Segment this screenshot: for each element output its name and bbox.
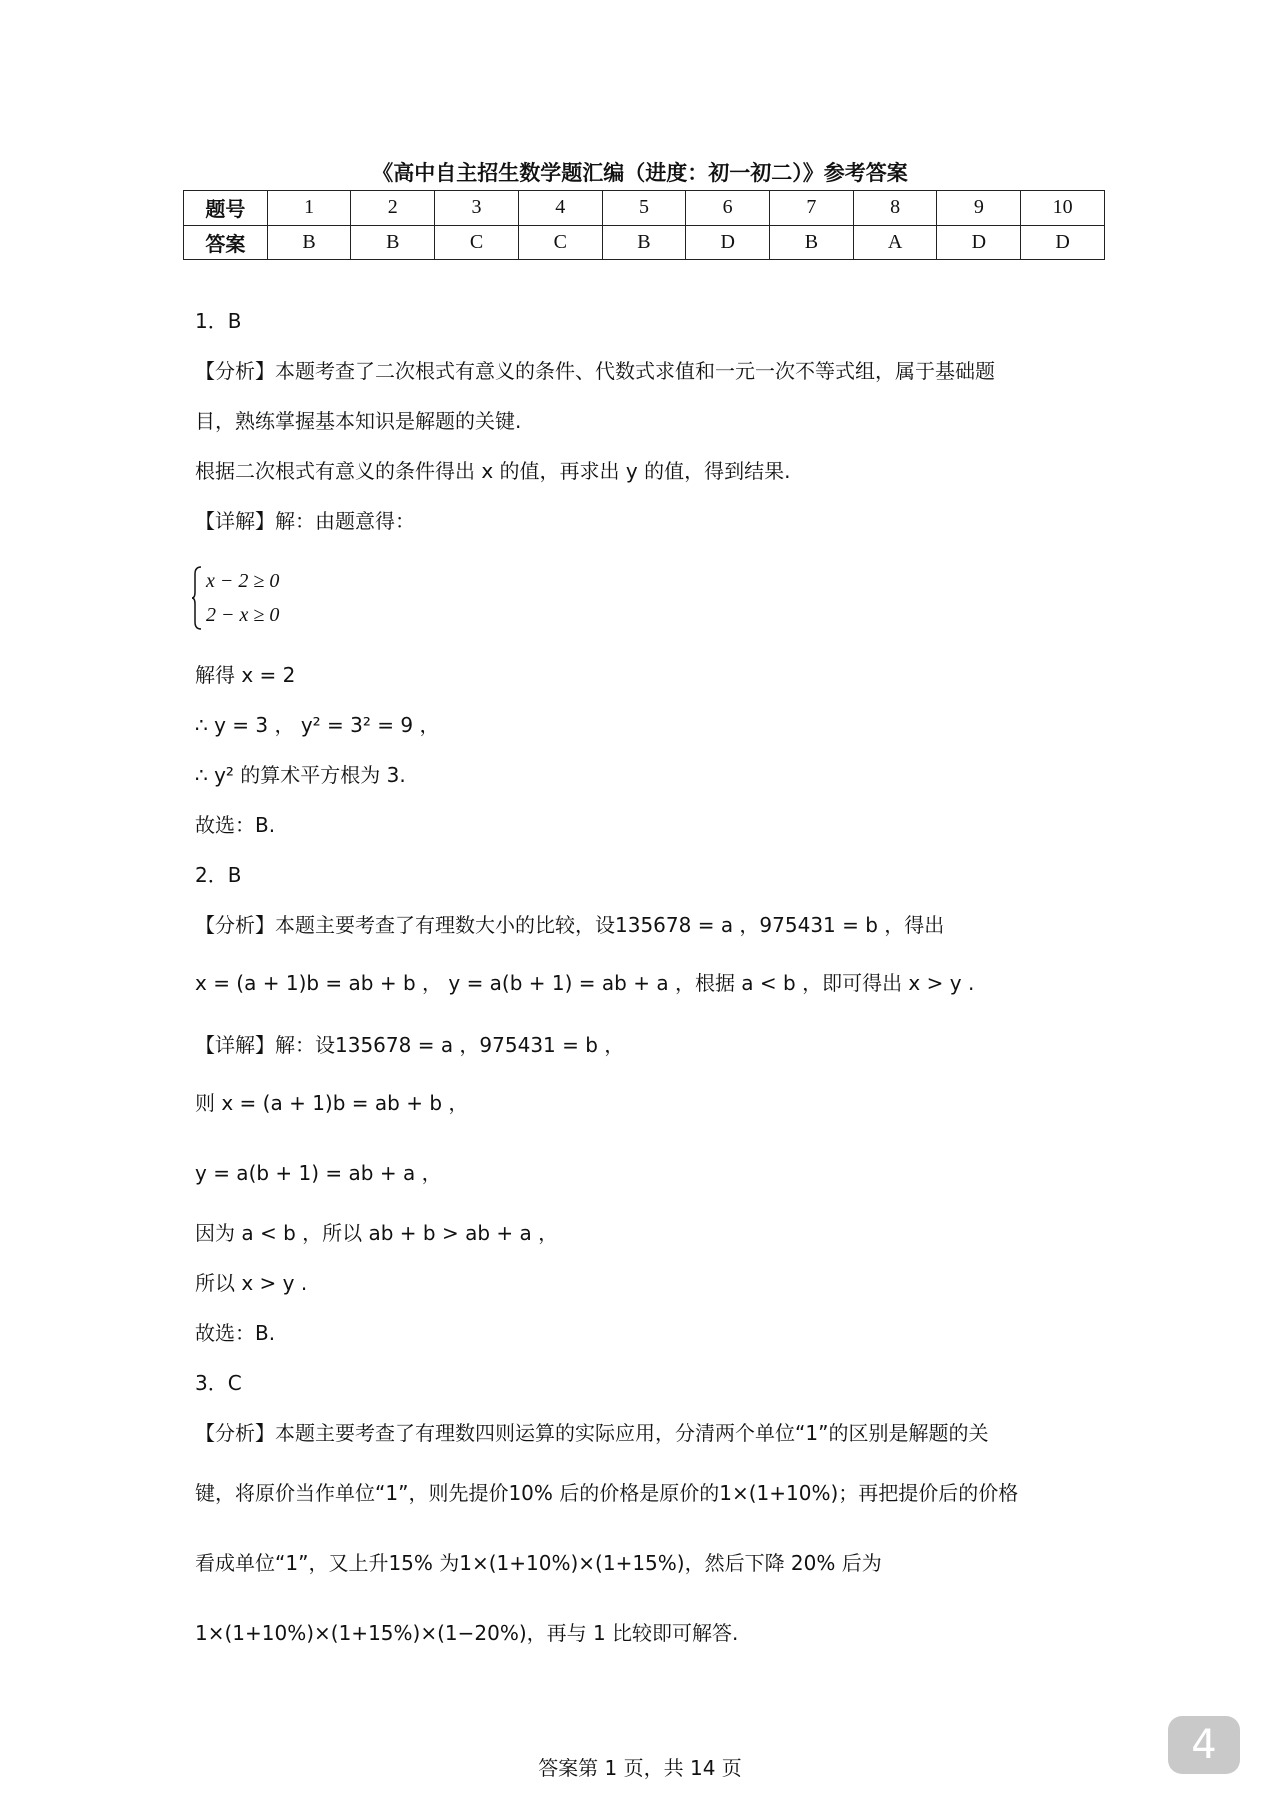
- answer-cell: A: [853, 225, 937, 260]
- analysis-line: 1×(1+10%)×(1+15%)×(1−20%)，再与 1 比较即可解答.: [195, 1621, 739, 1645]
- detail-line: 则 x = (a + 1)b = ab + b ，: [195, 1091, 469, 1115]
- answer-cell: D: [686, 225, 770, 260]
- inequality-line: x − 2 ≥ 0: [206, 570, 280, 592]
- detail-line: 因为 a < b ，所以 ab + b > ab + a ，: [195, 1221, 559, 1245]
- answer-table-row-answers: [184, 225, 1105, 260]
- answer-cell: B: [267, 225, 351, 260]
- detail-line: 【详解】解：设135678 = a ，975431 = b ，: [195, 1033, 625, 1057]
- answer-cell: C: [518, 225, 602, 260]
- answer-table: [183, 190, 1105, 260]
- analysis-line: 键，将原价当作单位“1”，则先提价10% 后的价格是原价的1×(1+10%)；再把提价后的价格: [195, 1481, 1019, 1505]
- detail-line: ∴ y² 的算术平方根为 3.: [195, 763, 406, 787]
- equation-brace: [192, 566, 202, 630]
- document-title: 《高中自主招生数学题汇编（进度：初一初二）》参考答案: [372, 161, 908, 185]
- answer-table-row-numbers: [184, 191, 1105, 226]
- number-cell: 10: [1021, 191, 1105, 226]
- answer-cell: B: [770, 225, 854, 260]
- choice-line: 故选：B.: [195, 813, 276, 837]
- number-cell: 8: [853, 191, 937, 226]
- analysis-line: 目，熟练掌握基本知识是解题的关键.: [195, 409, 522, 433]
- detail-line: 解得 x = 2: [195, 663, 296, 687]
- header-cell-answer: 答案: [184, 225, 268, 260]
- analysis-line: 【分析】本题主要考查了有理数四则运算的实际应用，分清两个单位“1”的区别是解题的关: [195, 1421, 989, 1445]
- number-cell: 3: [435, 191, 519, 226]
- answer-cell: D: [937, 225, 1021, 260]
- answer-cell: B: [602, 225, 686, 260]
- analysis-line: 【分析】本题考查了二次根式有意义的条件、代数式求值和一元一次不等式组，属于基础题: [195, 359, 995, 383]
- inequality-line: 2 − x ≥ 0: [206, 604, 280, 626]
- number-cell: 1: [267, 191, 351, 226]
- number-cell: 5: [602, 191, 686, 226]
- detail-line: ∴ y = 3 ， y² = 3² = 9 ，: [195, 713, 440, 737]
- answer-cell: B: [351, 225, 435, 260]
- number-cell: 4: [518, 191, 602, 226]
- detail-line: y = a(b + 1) = ab + a ，: [195, 1161, 442, 1185]
- analysis-line: 看成单位“1”，又上升15% 为1×(1+10%)×(1+15%)，然后下降 20% 后为: [195, 1551, 882, 1575]
- question-heading: 3．C: [195, 1371, 242, 1395]
- answer-cell: D: [1021, 225, 1105, 260]
- page-number-badge[interactable]: 4: [1168, 1716, 1240, 1774]
- number-cell: 6: [686, 191, 770, 226]
- question-heading: 2．B: [195, 863, 242, 887]
- choice-line: 故选：B.: [195, 1321, 276, 1345]
- analysis-line: 根据二次根式有意义的条件得出 x 的值，再求出 y 的值，得到结果.: [195, 459, 791, 483]
- number-cell: 2: [351, 191, 435, 226]
- answer-cell: C: [435, 225, 519, 260]
- analysis-line: x = (a + 1)b = ab + b ， y = a(b + 1) = ab + a ，根据 a < b ，即可得出 x > y .: [195, 971, 975, 995]
- detail-line: 所以 x > y .: [195, 1271, 308, 1295]
- number-cell: 9: [937, 191, 1021, 226]
- detail-line: 【详解】解：由题意得：: [195, 509, 415, 533]
- question-heading: 1．B: [195, 309, 242, 333]
- analysis-line: 【分析】本题主要考查了有理数大小的比较，设135678 = a ，975431 = b ，得出: [195, 913, 945, 937]
- number-cell: 7: [770, 191, 854, 226]
- header-cell-number: 题号: [184, 191, 268, 226]
- page-footer: 答案第 1 页，共 14 页: [538, 1756, 742, 1780]
